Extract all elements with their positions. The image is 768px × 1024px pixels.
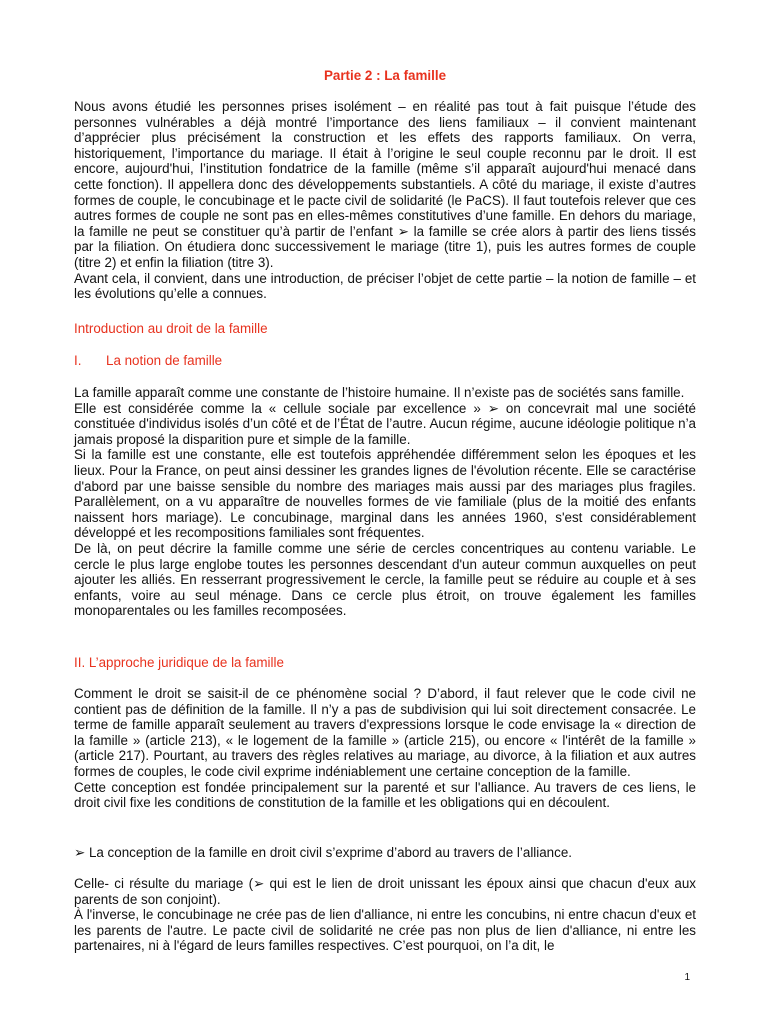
section1-paragraph-3: Si la famille est une constante, elle est toutefois appréhendée différemment selon les époques et les lieux. Pour la France, on peut ainsi dessiner les grandes lignes de l'évolution récente. Elle se caractérise d'abord par une baisse sensible du nombre des mariages mais aussi par des mariages plus fragiles. Parallèlement, on a vu apparaître de nouvelles formes de vie familiale (plus de la moitié des enfants naissent hors mariage). Le concubinage, marginal dans les années 1960, s'est considérablement développé et les recompositions familiales sont fréquentes.	[74, 447, 696, 541]
page-number: 1	[684, 972, 690, 983]
section1-body	[74, 385, 696, 619]
section1-paragraph-2: Elle est considérée comme la « cellule sociale par excellence » ➢ on concevrait mal une société constituée d'individus isolés d’un côté et de l’État de l’autre. Aucun régime, aucune idéologie politique n’a jamais proposé la disparition pure et simple de la famille.	[74, 400, 696, 447]
section2-paragraph-3: ➢ La conception de la famille en droit civil s’exprime d’abord au travers de l’alliance.	[74, 845, 572, 860]
section1-number: I.	[74, 353, 82, 368]
intro-paragraph-1: Nous avons étudié les personnes prises isolément – en réalité pas tout à fait puisque l’étude des personnes vulnérables a déjà montré l’importance des liens familiaux – il convient maintenant d’apprécier plus précisément la construction et les effets des rapports familiaux. On verra, historiquement, l’importance du mariage. Il était à l’origine le seul couple reconnu par le droit. Il est encore, aujourd'hui, l’institution fondatrice de la famille (même s’il apparaît aujourd'hui menacé dans cette fonction). Il appellera donc des développements substantiels. A côté du mariage, il existe d’autres formes de couple, le concubinage et le pacte civil de solidarité (le PaCS). Il faut toutefois relever que ces autres formes de couple ne sont pas en elles-mêmes constitutives d’une famille. En dehors du mariage, la famille ne peut se constituer qu’à partir de l’enfant ➢ la famille se crée alors à partir des liens tissés par la filiation. On étudiera donc successivement le mariage (titre 1), puis les autres formes de couple (titre 2) et enfin la filiation (titre 3).	[74, 99, 696, 270]
section2-heading: II. L’approche juridique de la famille	[74, 655, 284, 670]
section2-paragraph-1: Comment le droit se saisit-il de ce phénomène social ? D’abord, il faut relever que le code civil ne contient pas de définition de la famille. Il n’y a pas de subdivision qui lui soit directement consacrée. Le terme de famille apparaît seulement au travers d'expressions lorsque le code envisage la « direction de la famille » (article 213), « le logement de la famille » (article 215), ou encore « l'intérêt de la famille » (article 217). Pourtant, au travers des règles relatives au mariage, au divorce, à la filiation et aux autres formes de couples, le code civil exprime indéniablement une certaine conception de la famille.	[74, 686, 696, 779]
section2-arrow-line	[74, 845, 696, 861]
section1-title: La notion de famille	[106, 353, 223, 368]
section2-body-b	[74, 876, 696, 954]
section1-heading	[74, 353, 696, 369]
section-intro-heading: Introduction au droit de la famille	[74, 321, 268, 336]
section2-paragraph-2: Cette conception est fondée principalement sur la parenté et sur l'alliance. Au travers de ces liens, le droit civil fixe les conditions de constitution de la famille et les obligations qui en découlent.	[74, 779, 696, 811]
section2-paragraph-4: Celle- ci résulte du mariage (➢ qui est le lien de droit unissant les époux ainsi que chacun d'eux aux parents de son conjoint).	[74, 876, 696, 907]
intro-paragraph-2: Avant cela, il convient, dans une introduction, de préciser l’objet de cette partie – la notion de famille – et les évolutions qu’elle a connues.	[74, 270, 696, 302]
section2-paragraph-5: À l'inverse, le concubinage ne crée pas de lien d'alliance, ni entre les concubins, ni entre chacun d'eux et les parents de l'autre. Le pacte civil de solidarité ne crée pas non plus de lien d'alliance, ni entre les partenaires, ni à l'égard de leurs familles respectives. C’est pourquoi, on l’a dit, le	[74, 907, 696, 954]
page-title: Partie 2 : La famille	[323, 68, 447, 83]
intro-block	[74, 99, 696, 302]
section1-paragraph-4: De là, on peut décrire la famille comme une série de cercles concentriques au contenu variable. Le cercle le plus large englobe toutes les personnes descendant d'un auteur commun auxquelles on peut ajouter les alliés. En resserrant progressivement le cercle, la famille peut se réduire au couple et à ses enfants, voire au seul ménage. Dans ce cercle plus étroit, on trouve également les familles monoparentales ou les familles recomposées.	[74, 540, 696, 619]
section2-body-a	[74, 686, 696, 811]
section1-paragraph-1: La famille apparaît comme une constante de l’histoire humaine. Il n’existe pas de sociétés sans famille.	[74, 385, 685, 400]
